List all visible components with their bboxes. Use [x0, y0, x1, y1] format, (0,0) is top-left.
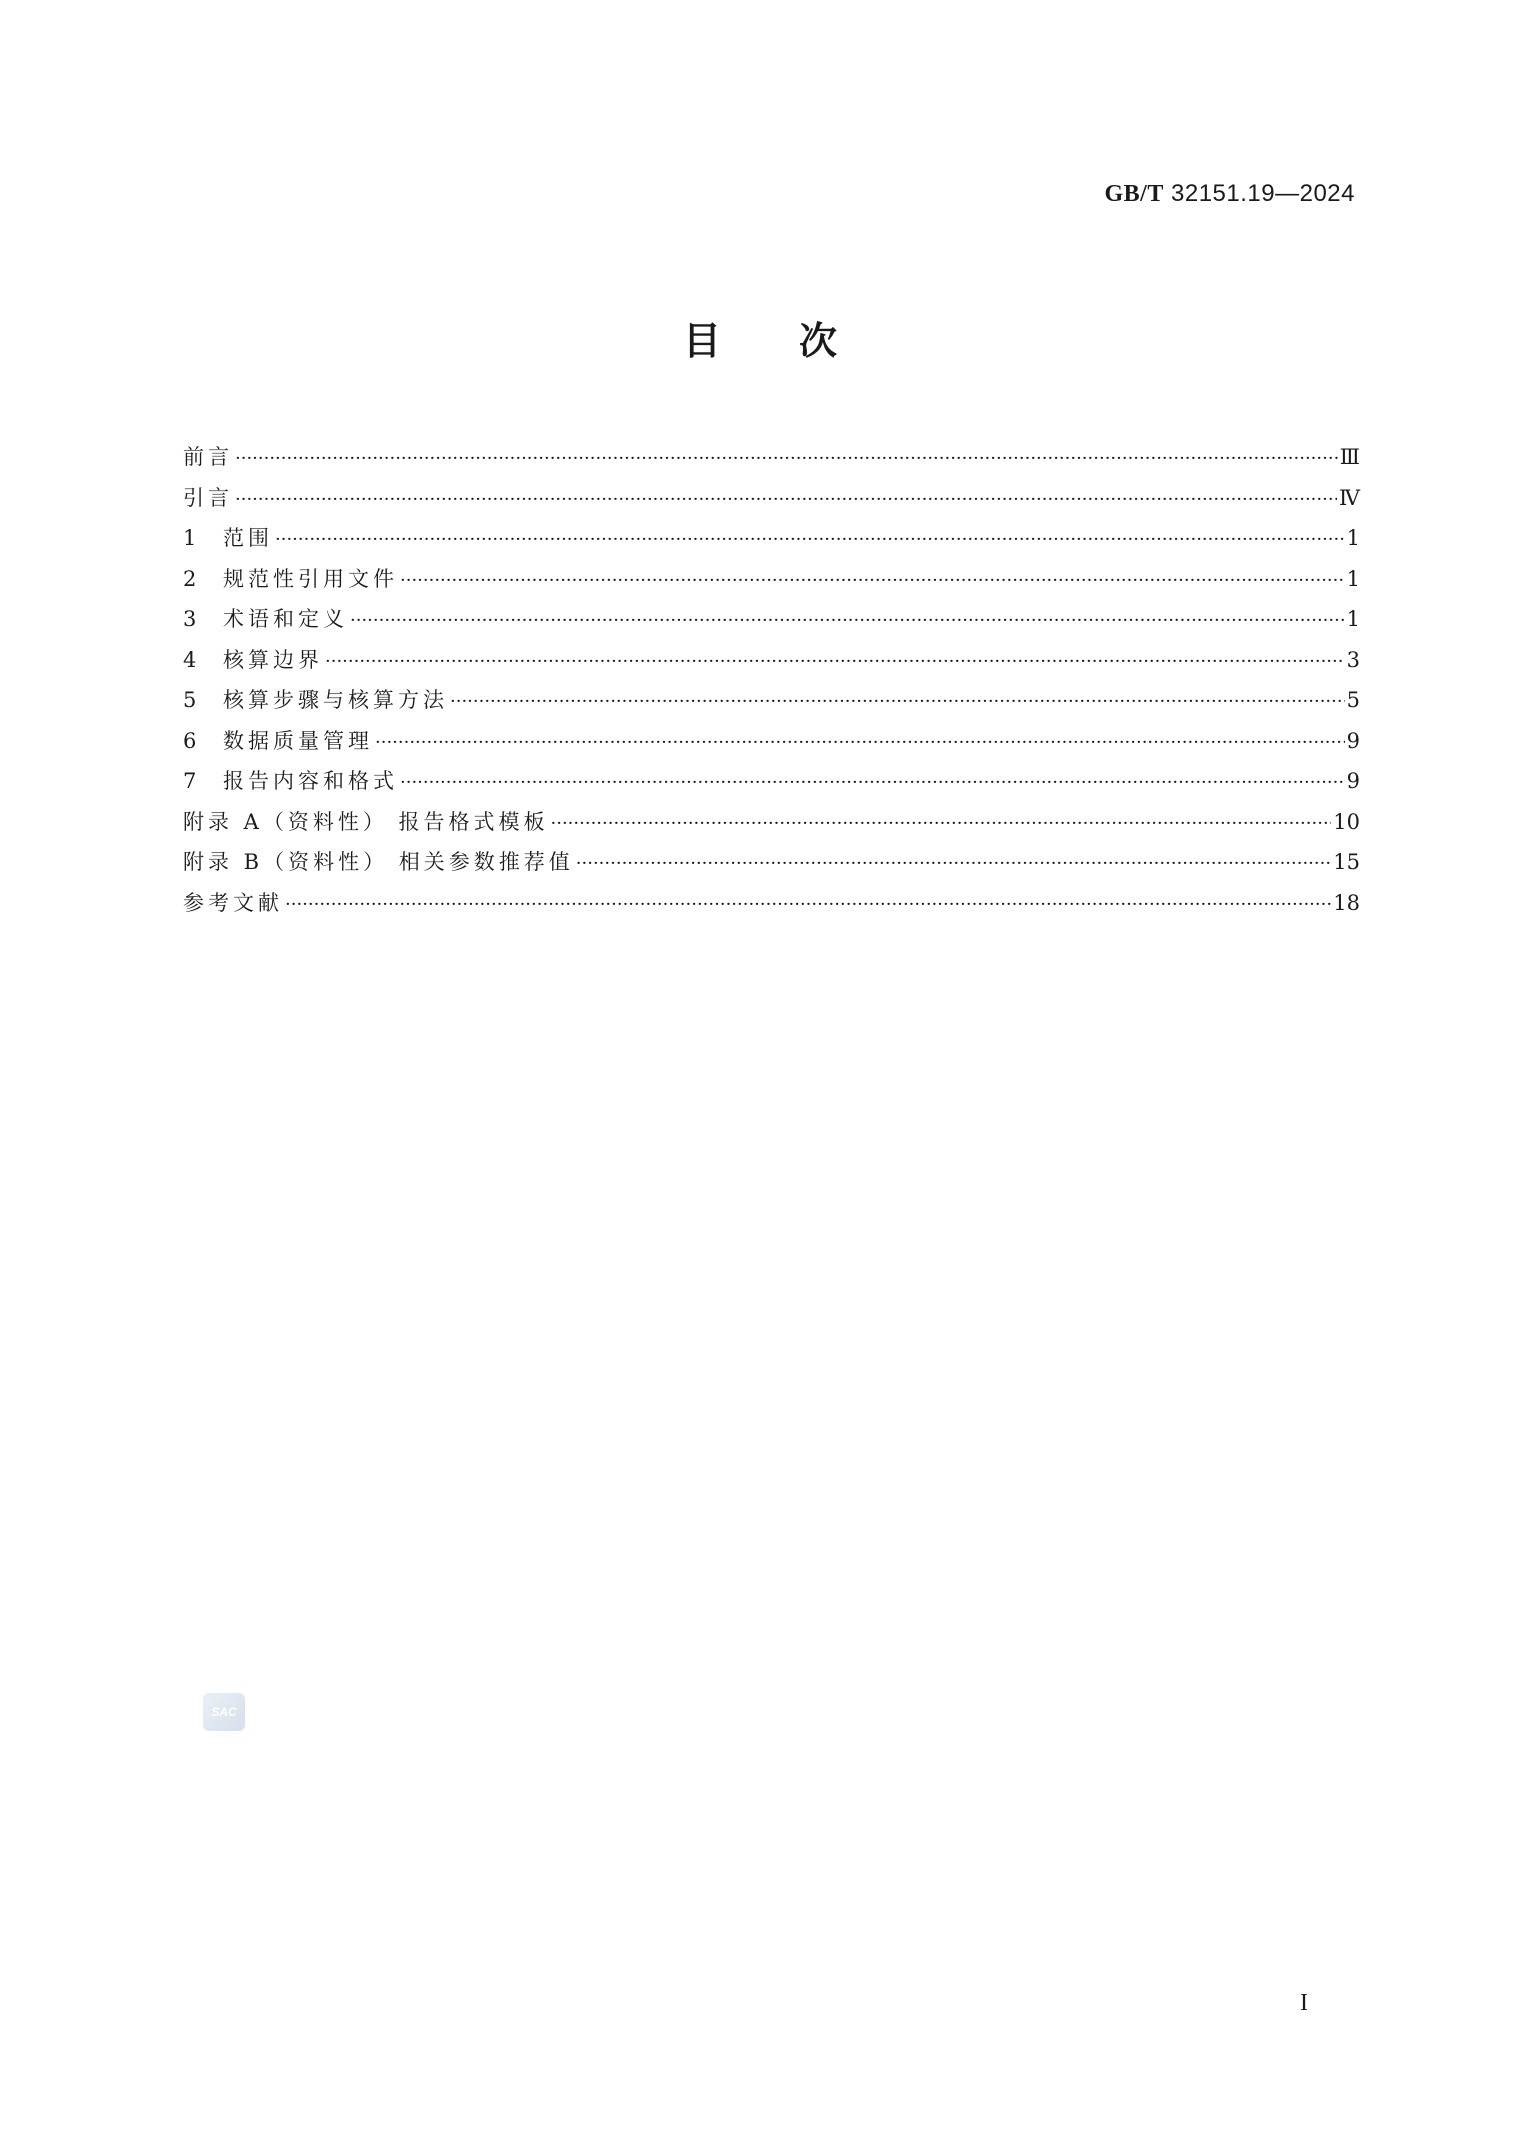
- toc-entry[interactable]: [183, 437, 1360, 478]
- toc-entry-page: 5: [1346, 688, 1360, 712]
- toc-entry-page: 9: [1346, 769, 1360, 793]
- toc-entry[interactable]: [183, 680, 1360, 721]
- toc-entry[interactable]: [183, 883, 1360, 924]
- standard-code: 32151.19—2024: [1171, 180, 1355, 207]
- toc-dot-leader: [576, 844, 1331, 885]
- page-number: I: [1300, 1990, 1308, 2016]
- toc-entry-number: 1: [183, 526, 197, 550]
- toc-entry-number: 5: [183, 688, 197, 712]
- toc-entry-label: 数据质量管理: [223, 728, 373, 753]
- toc-dot-leader: [551, 804, 1332, 845]
- standard-prefix: GB/T: [1104, 181, 1164, 207]
- standard-number: [1104, 180, 1355, 208]
- toc-dot-leader: [400, 561, 1345, 602]
- toc-entry-label: 附录 A（资料性） 报告格式模板: [183, 809, 549, 834]
- toc-entry-number: 2: [183, 566, 197, 591]
- toc-entry-page: 18: [1333, 890, 1360, 915]
- toc-entry-page: 10: [1333, 809, 1360, 834]
- toc-dot-leader: [375, 723, 1345, 764]
- toc-dot-leader: [285, 885, 1331, 926]
- toc-entry-page: Ⅳ: [1339, 485, 1360, 510]
- toc-title: 目次: [682, 319, 915, 363]
- toc-entry-label: 附录 B（资料性） 相关参数推荐值: [183, 850, 574, 874]
- toc-entry[interactable]: [183, 478, 1360, 519]
- sac-logo-icon: SAC: [203, 1693, 245, 1731]
- toc-entry-label: 核算边界: [223, 647, 323, 672]
- toc-entry-label: 规范性引用文件: [223, 566, 398, 591]
- toc-dot-leader: [350, 601, 1345, 642]
- toc-entry[interactable]: [183, 518, 1360, 559]
- toc-dot-leader: [235, 480, 1337, 521]
- toc-entry[interactable]: [183, 640, 1360, 681]
- toc-entry-label: 前言: [183, 445, 233, 469]
- toc-entry[interactable]: [183, 842, 1360, 883]
- toc-entry-label: 术语和定义: [223, 607, 348, 631]
- toc-entry[interactable]: [183, 721, 1360, 762]
- toc-entry-number: 3: [183, 607, 197, 631]
- toc-dot-leader: [235, 439, 1338, 480]
- toc-entry-number: 4: [183, 647, 197, 672]
- toc-dot-leader: [275, 520, 1345, 561]
- toc-entry-label: 报告内容和格式: [223, 769, 398, 793]
- toc-list: [183, 437, 1360, 923]
- toc-entry[interactable]: [183, 559, 1360, 600]
- toc-entry-label: 参考文献: [183, 890, 283, 915]
- toc-entry-page: Ⅲ: [1339, 445, 1360, 469]
- toc-entry-page: 1: [1346, 607, 1360, 631]
- toc-entry[interactable]: [183, 802, 1360, 843]
- toc-entry-page: 15: [1333, 850, 1360, 874]
- toc-entry-number: 7: [183, 769, 197, 793]
- toc-entry-label: 范围: [223, 526, 273, 550]
- toc-entry-page: 9: [1346, 728, 1360, 753]
- toc-entry-label: 核算步骤与核算方法: [223, 688, 448, 712]
- toc-entry-page: 3: [1346, 647, 1360, 672]
- toc-entry[interactable]: [183, 599, 1360, 640]
- toc-dot-leader: [450, 682, 1345, 723]
- toc-entry-label: 引言: [183, 485, 233, 510]
- toc-entry-page: 1: [1346, 566, 1360, 591]
- toc-entry[interactable]: [183, 761, 1360, 802]
- toc-dot-leader: [400, 763, 1345, 804]
- toc-dot-leader: [325, 642, 1345, 683]
- toc-entry-number: 6: [183, 728, 197, 753]
- toc-entry-page: 1: [1346, 526, 1360, 550]
